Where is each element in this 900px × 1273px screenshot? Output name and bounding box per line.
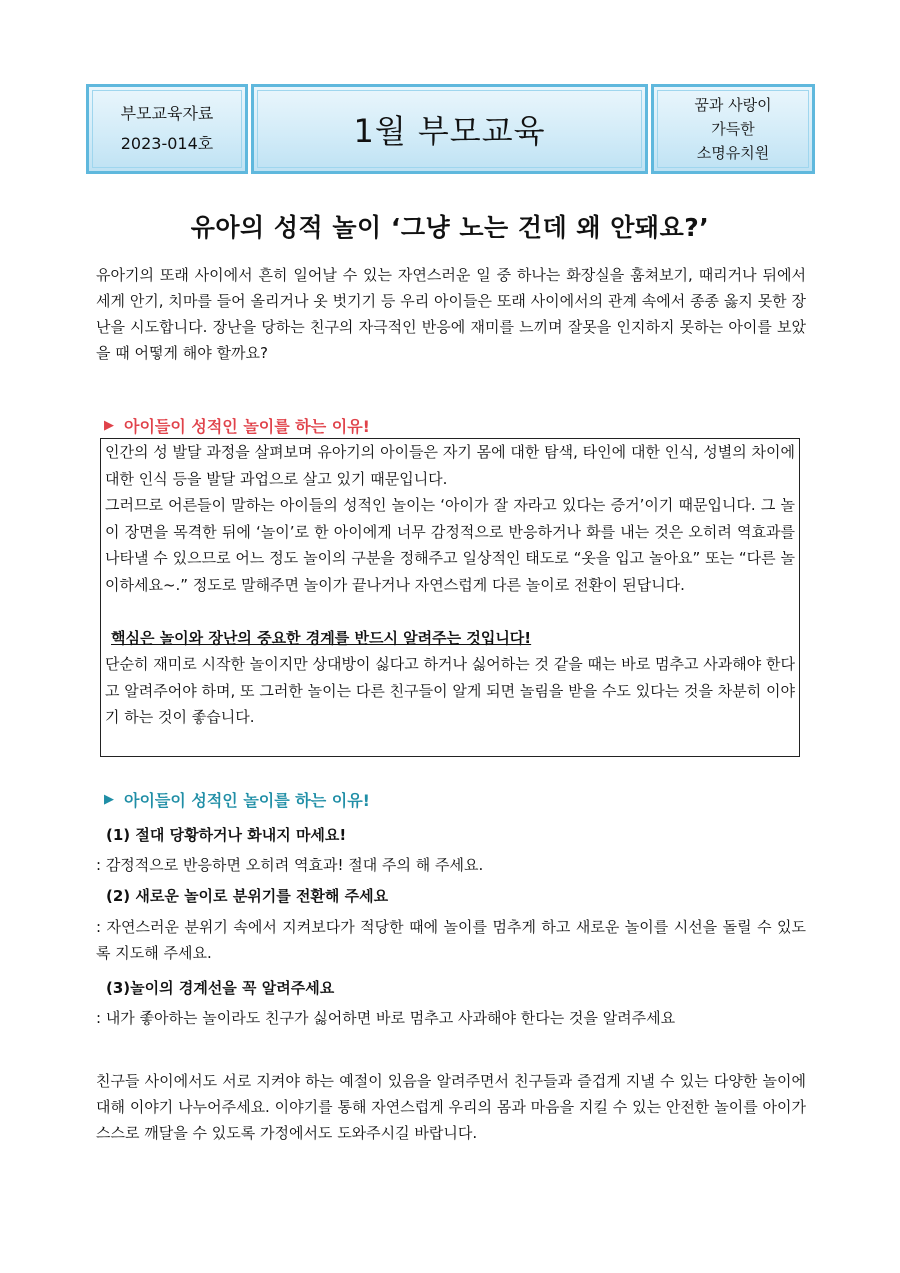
section1-paragraph-3: 단순히 재미로 시작한 놀이지만 상대방이 싫다고 하거나 싫어하는 것 같을 때는 바로 멈추고 사과해야 한다고 알려주어야 하며, 또 그러한 놀이는 다른 친구들이 알게 되면 놀림을 받을 수도 있다는 것을 차분히 이야기 하는 것이 좋습니다. [105,655,795,726]
issue-number: 2023-014호 [120,134,214,153]
tip-3-text: : 내가 좋아하는 놀이라도 친구가 싫어하면 바로 멈추고 사과해야 한다는 것을 알려주세요 [96,1009,676,1027]
closing-paragraph: 친구들 사이에서도 서로 지켜야 하는 예절이 있음을 알려주면서 친구들과 즐겁게 지낼 수 있는 다양한 놀이에 대해 이야기 나누어주세요. 이야기를 통해 자연스럽게 우리의 몸과 마음을 지킬 수 있는 안전한 놀이를 아이가 스스로 깨달을 수 있도록 가정에서도 도와주시길 바랍니다. [96,1072,806,1142]
triangle-right-icon: ▶ [104,418,114,433]
newsletter-title: 1월 부모교육 [353,112,546,150]
tip-1-title: (1) 절대 당황하거나 화내지 마세요! [106,826,347,844]
tip-1-text: : 감정적으로 반응하면 오히려 역효과! 절대 주의 해 주세요. [96,856,484,874]
section1-heading-text: 아이들이 성적인 놀이를 하는 이유! [124,417,370,436]
intro-paragraph: 유아기의 또래 사이에서 흔히 일어날 수 있는 자연스러운 일 중 하나는 화장실을 훔쳐보기, 때리거나 뒤에서 세게 안기, 치마를 들어 올리거나 옷 벗기기 등 우리 아이들은 또래 사이에서의 관계 속에서 종종 옳지 못한 장난을 시도합니다. 장난을 당하는 친구의 자극적인 반응에 재미를 느끼며 잘못을 인지하지 못하는 아이를 보았을 때 어떻게 해야 할까요? [96,266,806,362]
header-left-box [86,84,248,174]
section1-paragraph-1: 인간의 성 발달 과정을 살펴보며 유아기의 아이들은 자기 몸에 대한 탐색, 타인에 대한 인식, 성별의 차이에 대한 인식 등을 발달 과업으로 살고 있기 때문입니다. [105,443,795,488]
section1-content-box [100,438,800,757]
header-title-box [251,84,648,174]
tip-2-text: : 자연스러운 분위기 속에서 지켜보다가 적당한 때에 놀이를 멈추게 하고 새로운 놀이를 시선을 돌릴 수 있도록 지도해 주세요. [96,918,806,962]
section2-heading [104,788,370,811]
triangle-right-icon: ▶ [104,792,114,807]
section1-heading [104,414,370,437]
section1-keypoint: 핵심은 놀이와 장난의 중요한 경계를 반드시 알려주는 것입니다! [111,628,532,647]
kindergarten-slogan-1: 꿈과 사랑이 [694,96,772,114]
material-label: 부모교육자료 [120,104,214,123]
header-right-box [651,84,815,174]
tip-3-title: (3)놀이의 경계선을 꼭 알려주세요 [106,979,335,997]
tip-2-title: (2) 새로운 놀이로 분위기를 전환해 주세요 [106,887,389,905]
section2-heading-text: 아이들이 성적인 놀이를 하는 이유! [124,791,370,810]
article-title: 유아의 성적 놀이 ‘그냥 노는 건데 왜 안돼요?’ [190,213,710,242]
kindergarten-name: 소명유치원 [696,144,770,162]
kindergarten-slogan-2: 가득한 [711,120,755,138]
section1-paragraph-2: 그러므로 어른들이 말하는 아이들의 성적인 놀이는 ‘아이가 잘 자라고 있다는 증거’이기 때문입니다. 그 놀이 장면을 목격한 뒤에 ‘놀이’로 한 아이에게 너무 감정적으로 반응하거나 화를 내는 것은 오히려 역효과를 나타낼 수 있으므로 어느 정도 놀이의 구분을 정해주고 일상적인 태도로 “옷을 입고 놀아요” 또는 “다른 놀이하세요~.” 정도로 말해주면 놀이가 끝나거나 자연스럽게 다른 놀이로 전환이 된답니다. [105,496,795,594]
paragraph-spacer [105,598,795,625]
